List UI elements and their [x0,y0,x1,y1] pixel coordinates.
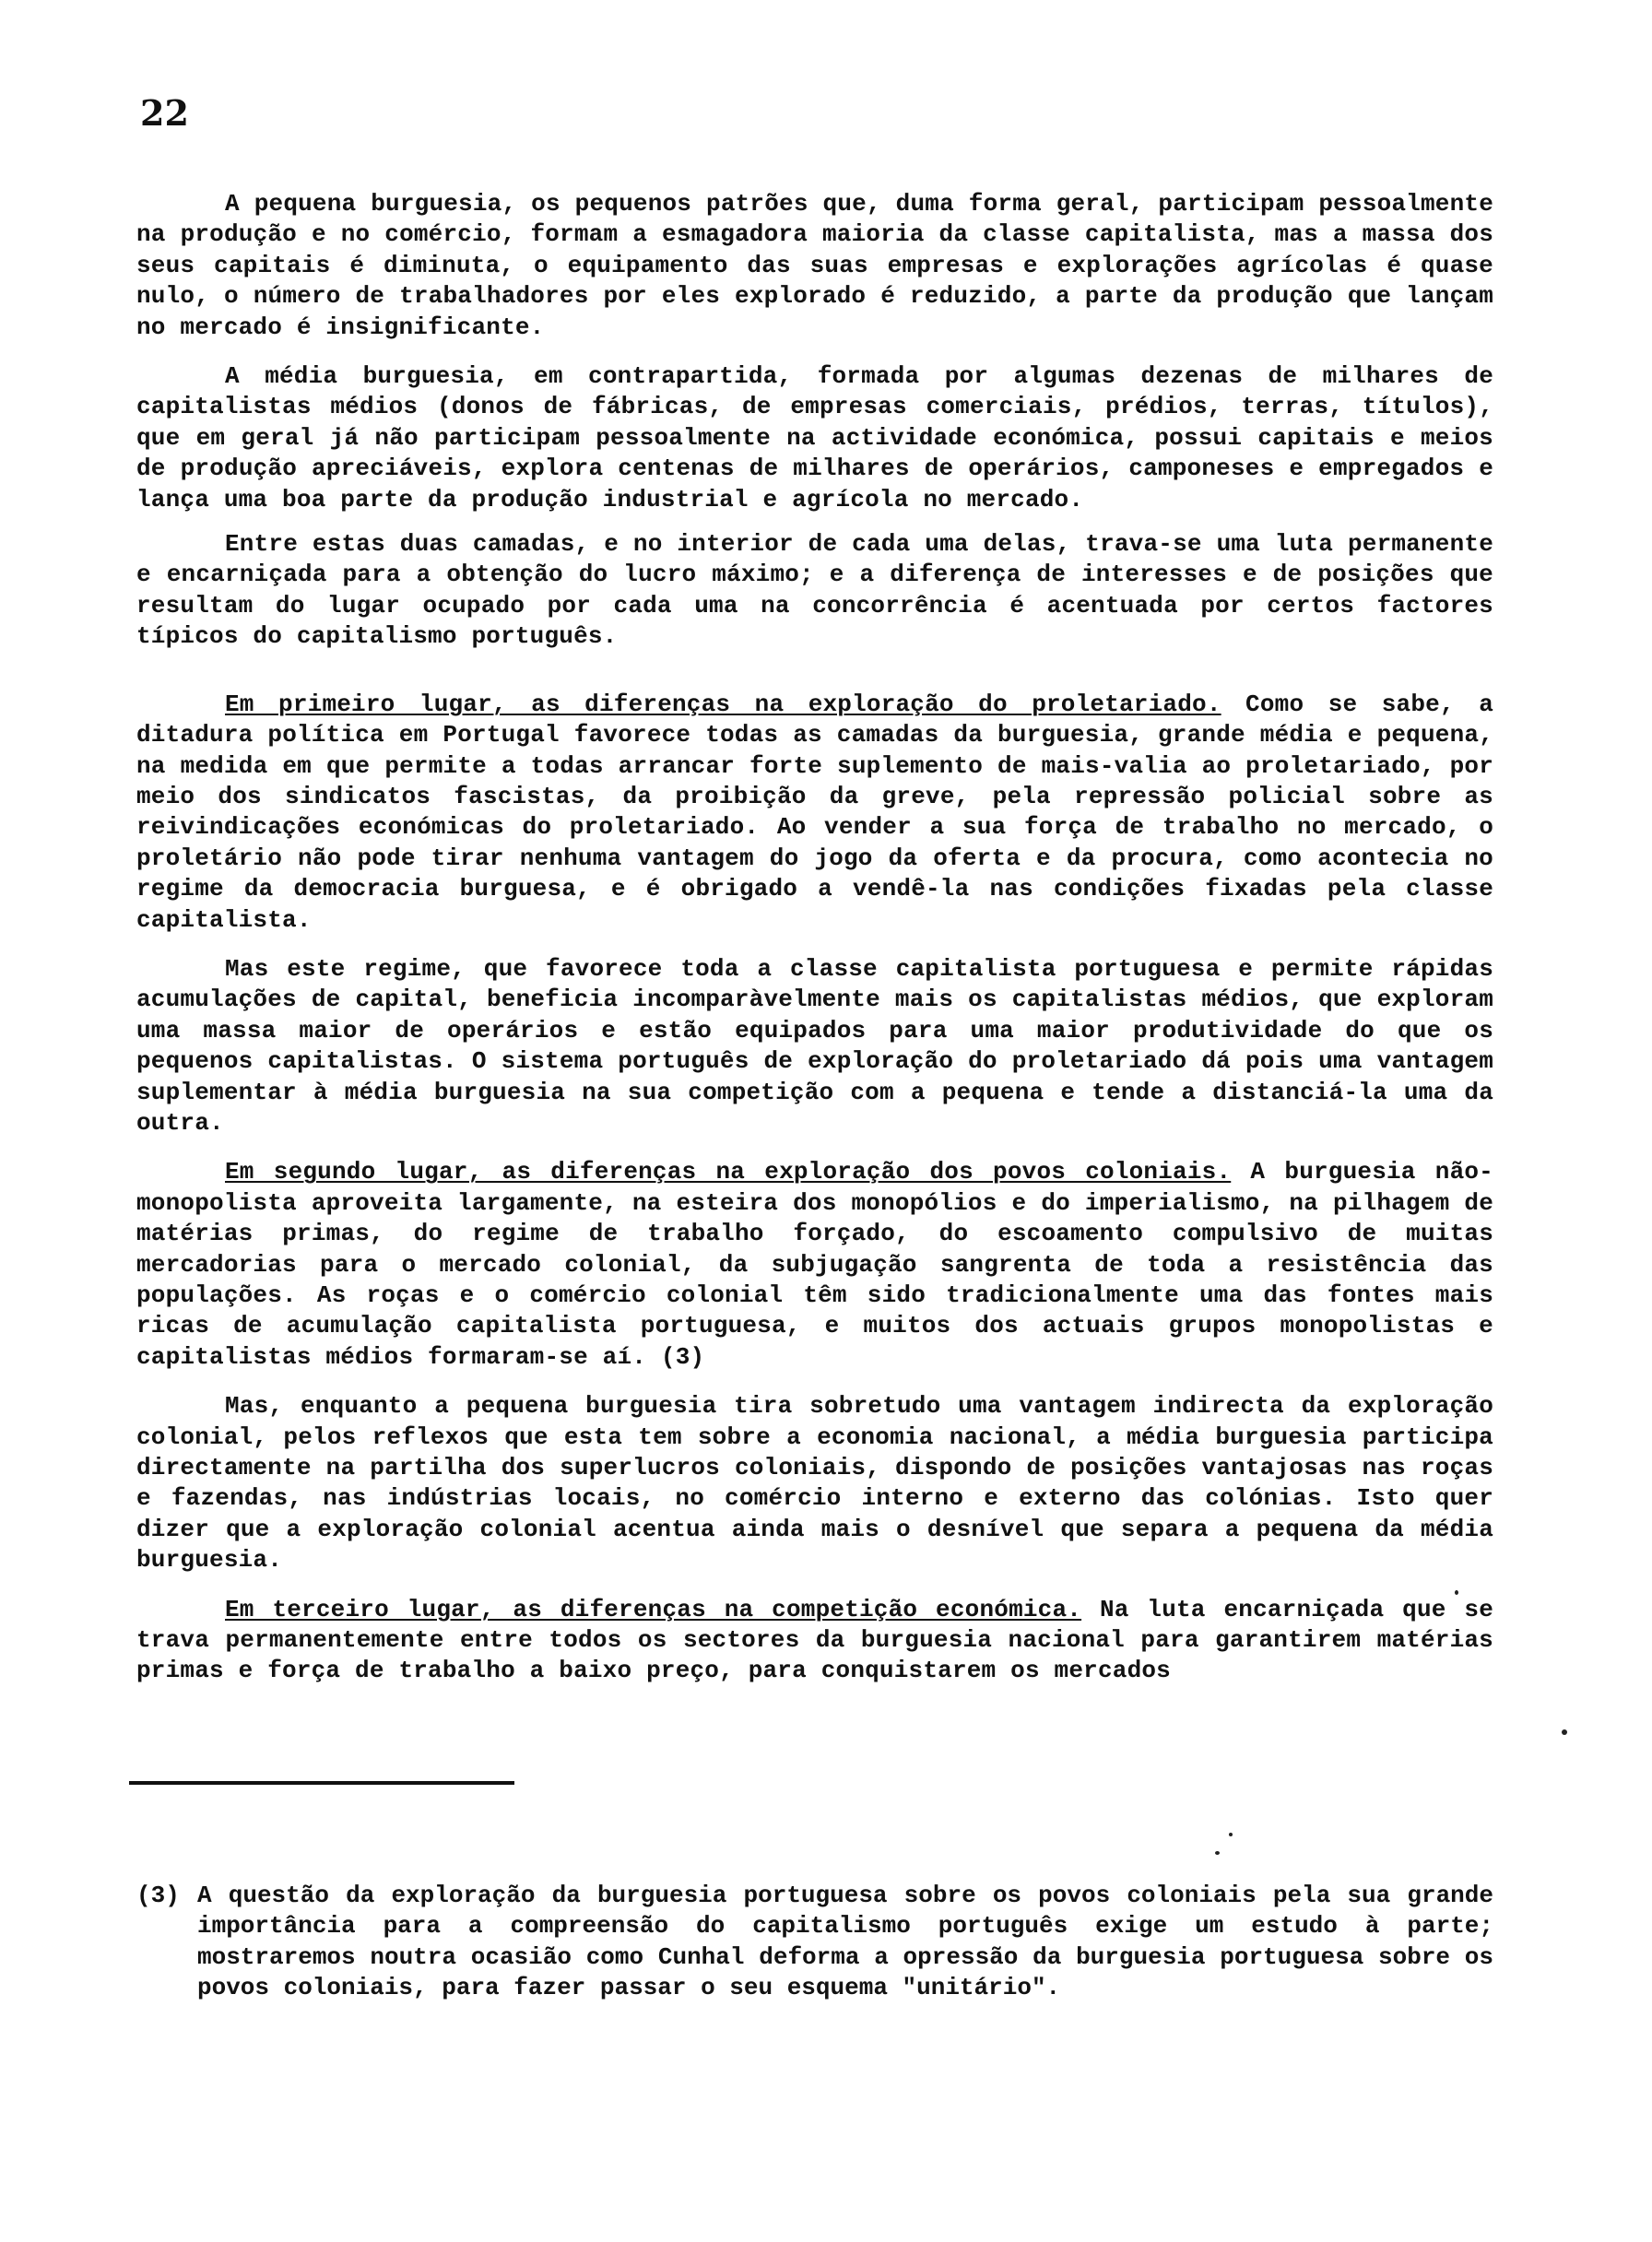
paragraph-text: A burguesia não-monopolista aproveita largamente, na esteira dos monopólios e do imperialismo, na pilhagem de matérias primas, do regime de trabalho forçado, do escoamento compulsivo de muitas mercadorias para o mercado colonial, da subjugação sangrenta de toda a resistência das populações. As roças e o comércio colonial têm sido tradicionalmente uma das fontes mais ricas de acumulação capitalista portuguesa, e muitos dos actuais grupos monopolistas e capitalistas médios formaram-se aí. (3) [136,1158,1493,1371]
section-paragraph-second [136,1157,1493,1373]
paragraph [136,361,1493,515]
paragraph [136,529,1493,653]
footnote-text: A questão da exploração da burguesia portuguesa sobre os povos coloniais pela sua grande importância para a compreensão do capitalismo português exige um estudo à parte; mostraremos noutra ocasião como Cunhal deforma a opressão da burguesia portuguesa sobre os povos coloniais, para fazer passar o seu esquema "unitário". [197,1882,1493,2002]
scan-speck [1455,1590,1458,1595]
section-paragraph-third [136,1595,1493,1687]
paragraph-text: Como se sabe, a ditadura política em Portugal favorece todas as camadas da burguesia, grande média e pequena, na medida em que permite a todas arrancar forte suplemento de mais-valia ao proletariado, por meio dos sindicatos fascistas, da proibição da greve, pela repressão policial sobre as reivindicações económicas do proletariado. Ao vender a sua força de trabalho no mercado, o proletário não pode tirar nenhuma vantagem do jogo da oferta e da procura, como acontecia no regime da democracia burguesa, e é obrigado a vendê-la nas condições fixadas pela classe capitalista. [136,690,1493,934]
footnote [136,1881,1493,2004]
page-number: 22 [140,92,189,134]
paragraph-text: A pequena burguesia, os pequenos patrões que, duma forma geral, participam pessoalmente na produção e no comércio, formam a esmagadora maioria da classe capitalista, mas a massa dos seus capitais é diminuta, o equipamento das suas empresas e explorações agrícolas é quase nulo, o número de trabalhadores por eles explorado é reduzido, a parte da produção que lançam no mercado é insignificante. [136,190,1493,341]
section-heading: Em segundo lugar, as diferenças na exploração dos povos coloniais. [225,1158,1232,1186]
scan-speck [1562,1729,1567,1735]
paragraph-text: Mas este regime, que favorece toda a classe capitalista portuguesa e permite rápidas acumulações de capital, beneficia incomparàvelmente mais os capitalistas médios, que exploram uma massa maior de operários e estão equipados para uma maior produtividade do que os pequenos capitalistas. O sistema português de exploração do proletariado dá pois uma vantagem suplementar à média burguesia na sua competição com a pequena e tende a distanciá-la uma da outra. [136,954,1493,1137]
paragraph-text: Entre estas duas camadas, e no interior de cada uma delas, trava-se uma luta permanente e encarniçada para a obtenção do lucro máximo; e a diferença de interesses e de posições que resultam do lugar ocupado por cada uma na concorrência é acentuada por certos factores típicos do capitalismo português. [136,530,1493,651]
body-text [136,189,1493,1687]
footnote-marker: (3) [136,1882,180,1909]
section-heading: Em primeiro lugar, as diferenças na exploração do proletariado. [225,690,1221,718]
section-heading: Em terceiro lugar, as diferenças na competição económica. [225,1595,1082,1623]
paragraph [136,954,1493,1139]
paragraph [136,189,1493,343]
scan-speck [1215,1851,1220,1855]
section-paragraph-first [136,690,1493,936]
footnote-divider [129,1781,514,1785]
scan-speck [1229,1833,1233,1836]
paragraph-text: Mas, enquanto a pequena burguesia tira sobretudo uma vantagem indirecta da exploração colonial, pelos reflexos que esta tem sobre a economia nacional, a média burguesia participa directamente na partilha dos superlucros coloniais, dispondo de posições vantajosas nas roças e fazendas, nas indústrias locais, no comércio interno e externo das colónias. Isto quer dizer que a exploração colonial acentua ainda mais o desnível que separa a pequena da média burguesia. [136,1392,1493,1575]
paragraph-text: A média burguesia, em contrapartida, formada por algumas dezenas de milhares de capitalistas médios (donos de fábricas, de empresas comerciais, prédios, terras, títulos), que em geral já não participam pessoalmente na actividade económica, possui capitais e meios de produção apreciáveis, explora centenas de milhares de operários, camponeses e empregados e lança uma boa parte da produção industrial e agrícola no mercado. [136,362,1493,513]
paragraph-text: Na luta encarniçada que se trava permanentemente entre todos os sectores da burguesia nacional para garantirem matérias primas e força de trabalho a baixo preço, para conquistarem os mercados [136,1595,1494,1685]
paragraph [136,1391,1493,1575]
